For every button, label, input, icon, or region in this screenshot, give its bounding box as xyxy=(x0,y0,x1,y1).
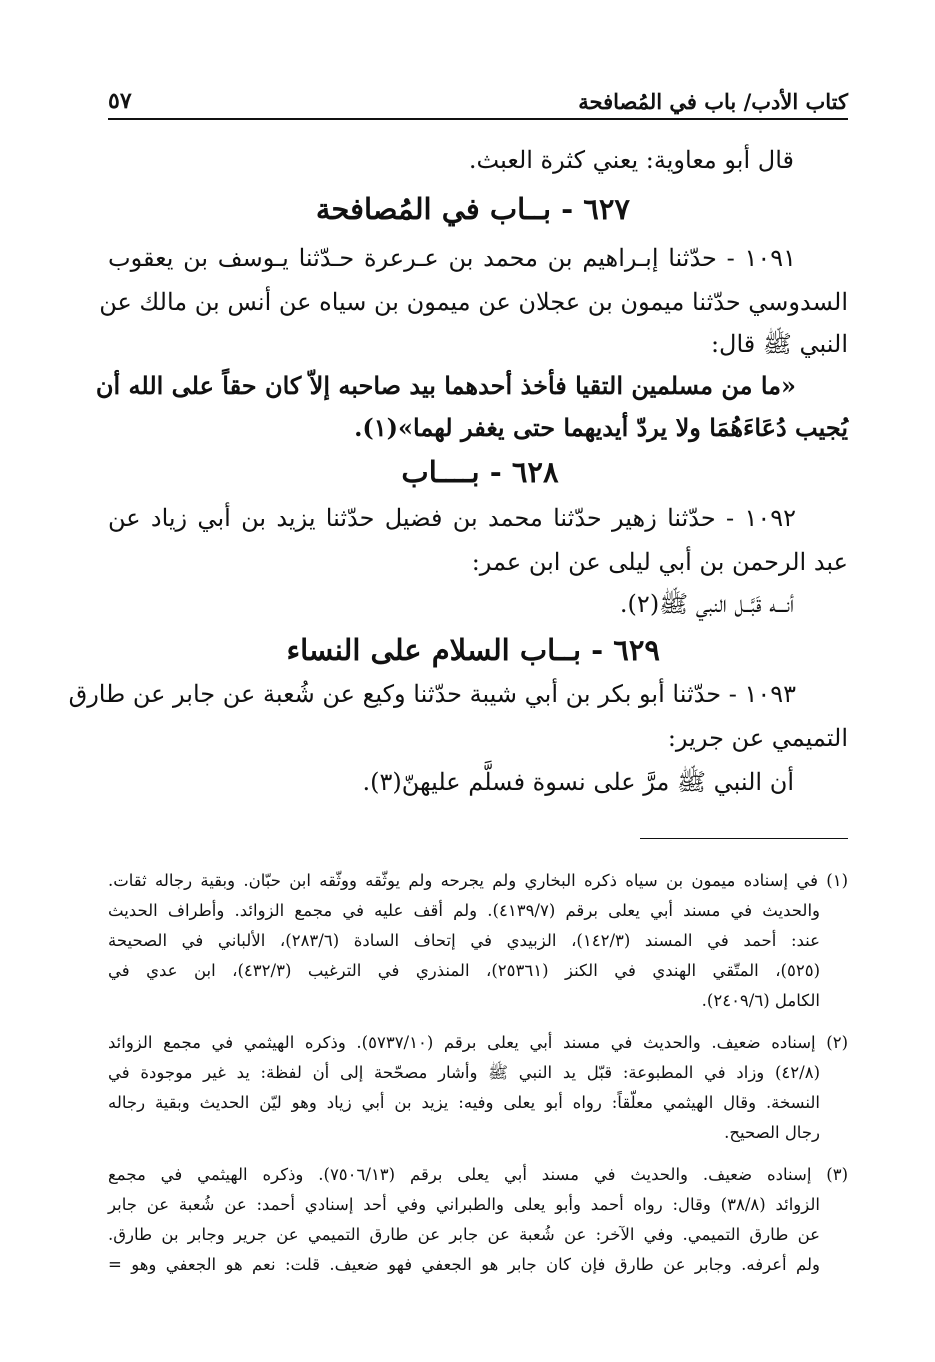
footnote-line: رجال الصحيح. xyxy=(724,1123,820,1142)
footnote-line: والحديث في مسند أبي يعلى برقم (٤١٣٩/٧). ولم أقف عليه في مجمع الزوائد. وأطراف الحديث xyxy=(108,901,820,920)
footnote-line: (٥٢٥)، المتّقي الهندي في الكنز (٢٥٣٦١)، المنذري في الترغيب (٤٣٢/٣)، ابن عدي في xyxy=(108,961,821,980)
text-line: التميمي عن جرير: xyxy=(667,724,848,752)
footnote-line: (١) في إسناده ميمون بن سياه ذكره البخاري ولم يجرحه ولم يوثّقه ووثّقه ابن حبّان. وبقية رجاله ثقات. xyxy=(108,871,848,890)
footnote-line: (٢) إسناده ضعيف. والحديث في مسند أبي يعلى برقم (٥٧٣٧/١٠). وذكره الهيثمي في مجمع الزوائد xyxy=(108,1033,849,1052)
footnote-line: (٤٢/٨) وزاد في المطبوعة: قبّل يد النبي ﷺ وأشار مصحّحة إلى أن لفظة: يد غير موجودة في xyxy=(108,1063,820,1082)
hadith-text-line: «ما من مسلمين التقيا فأخذ أحدهما بيد صاحبه إلاّ كان حقاً على الله أن xyxy=(95,371,796,400)
footnote-line: الزوائد (٣٨/٨) وقال: رواه أحمد وأبو يعلى والطبراني وفي أحد إسنادي أحمد: عن شُعبة عن جابر xyxy=(108,1195,820,1214)
chapter-heading-628: ٦٢٨ - بــــاب xyxy=(401,455,559,489)
text-line: أن النبي ﷺ مرَّ على نسوة فسلَّم عليهنّ(٣). xyxy=(362,768,794,796)
footnote-line: عند: أحمد في المسند (١٤٢/٣)، الزبيدي في إتحاف السادة (٢٨٣/٦)، الألباني في الصحيحة xyxy=(108,931,820,950)
chapter-heading-627: ٦٢٧ - بــاب في المُصافحة xyxy=(315,192,630,226)
hadith-text-line: يُجيب دُعَاءَهُمَا ولا يردّ أيديهما حتى يغفر لهما»(١). xyxy=(354,413,848,442)
footnote-line: عن طارق التميمي. وفي الآخر: عن شُعبة عن جابر عن طارق التميمي عن جرير وجابر بن طارق. xyxy=(108,1225,820,1244)
text-line: ١٠٩٢ - حدّثنا زهير حدّثنا محمد بن فضيل حدّثنا يزيد بن أبي زياد عن xyxy=(108,504,796,532)
page-header xyxy=(108,78,848,120)
text-line: ١٠٩١ - حدّثنا إبـراهيم بن محمد بن عـرعرة حـدّثنا يـوسف بن يعقوب xyxy=(108,244,796,272)
text-line: السدوسي حدّثنا ميمون بن عجلان عن ميمون بن سياه عن أنس بن مالك عن xyxy=(99,288,848,316)
text-line: قال أبو معاوية: يعني كثرة العبث. xyxy=(468,146,794,174)
running-title: كتاب الأدب/ باب في المُصافحة xyxy=(578,89,848,114)
footnote-line: الكامل (٢٤٠٩/٦). xyxy=(701,991,820,1010)
chapter-heading-629: ٦٢٩ - بــاب السلام على النساء xyxy=(286,633,660,667)
footnote-line: النسخة. وقال الهيثمي معلّقاً: رواه أبو يعلى وفيه: يزيد بن أبي زياد وهو ليّن الحديث وبقية رجاله xyxy=(108,1093,820,1112)
footnote-line: ولم أعرفه. وجابر عن طارق فإن كان جابر هو الجعفي فهو ضعيف. قلت: نعم هو الجعفي وهو = xyxy=(108,1255,820,1274)
text-line: ١٠٩٣ - حدّثنا أبو بكر بن أبي شيبة حدّثنا وكيع عن شُعبة عن جابر عن طارق xyxy=(68,680,796,708)
footnote-separator xyxy=(640,838,848,839)
page-number: ٥٧ xyxy=(108,88,132,114)
text-line: النبي ﷺ قال: xyxy=(710,330,848,358)
footnote-line: (٣) إسناده ضعيف. والحديث في مسند أبي يعلى برقم (٧٥٠٦/١٣). وذكره الهيثمي في مجمع xyxy=(108,1165,849,1184)
text-line: عبد الرحمن بن أبي ليلى عن ابن عمر: xyxy=(471,548,848,576)
text-line: أنـــه قَبَّــل النبي ﷺ(٢). xyxy=(619,590,794,618)
